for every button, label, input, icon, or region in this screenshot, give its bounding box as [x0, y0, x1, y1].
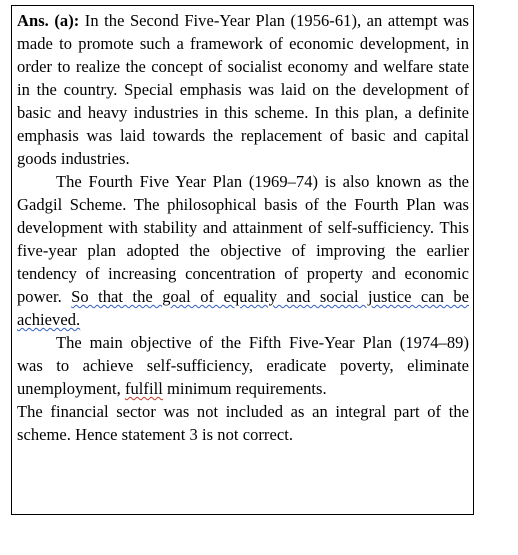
paragraph-3-text-end: minimum requirements.: [162, 379, 327, 398]
grammar-flagged-sentence: So that the goal of equality and social justice can be achieved.: [17, 287, 469, 329]
spelling-flagged-word: fulfill: [124, 379, 163, 398]
answer-label: Ans. (a):: [17, 11, 80, 30]
paragraph-4-text: The financial sector was not included as an integral part of the scheme. Hence statement 3 is not correct.: [17, 402, 469, 444]
paragraph-2-text: The Fourth Five Year Plan (1969–74) is also known as the Gadgil Scheme. The philosophical basis of the Fourth Plan was development with stability and attainment of self-sufficiency. This five-year plan adopted the objective of improving the earlier tendency of increasing concentration of property and economic power.: [17, 172, 469, 306]
answer-box: [11, 5, 474, 515]
paragraph-3-text: The main objective of the Fifth Five-Year Plan (1974–89) was to achieve self-sufficiency, eradicate poverty, eliminate unemployment,: [17, 333, 469, 398]
answer-paragraph-4: [17, 400, 469, 446]
paragraph-1-text: In the Second Five-Year Plan (1956-61), an attempt was made to promote such a framework of economic development, in order to realize the concept of socialist economy and welfare state in the country. Special emphasis was laid on the development of basic and heavy industries in this scheme. In this plan, a definite emphasis was laid towards the replacement of basic and capital goods industries.: [17, 11, 469, 168]
answer-paragraph-2: [17, 170, 469, 331]
answer-paragraph-3: [17, 331, 469, 400]
answer-paragraph-1: [17, 9, 469, 170]
